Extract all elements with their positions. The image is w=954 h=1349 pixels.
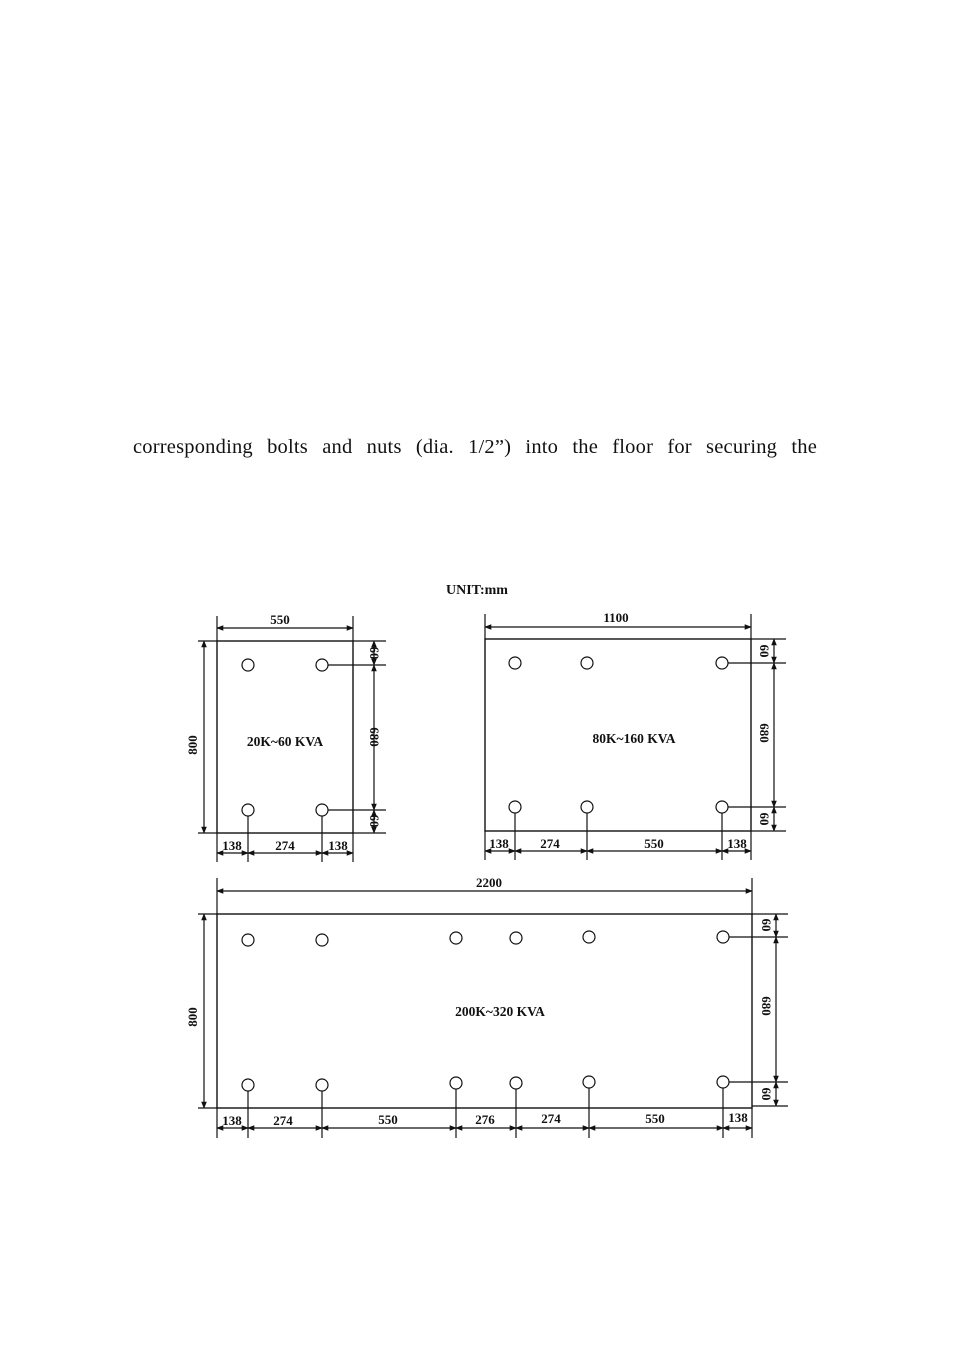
mount-hole [510,1077,522,1089]
panel-small-right-dim-top: 60 [367,646,382,660]
panel-medium-bottom-dim-1: 138 [489,836,509,851]
mount-hole [450,932,462,944]
mount-hole [716,657,728,669]
mount-hole [583,1076,595,1088]
panel-small-right-dim-mid: 680 [367,727,382,747]
panel-small-right-dim-bottom: 60 [367,814,382,828]
body-text-line: corresponding bolts and nuts (dia. 1/2”) into the floor for securing the [133,436,817,458]
panel-large-right-dim-top: 60 [759,918,774,932]
mount-hole [316,1079,328,1091]
panel-medium-bottom-dim-3: 550 [644,836,664,851]
panel-large-bottom-dim-1: 138 [222,1113,242,1128]
unit-label: UNIT:mm [446,583,508,598]
panel-medium-width-dim: 1100 [603,610,629,625]
mount-hole [581,801,593,813]
panel-medium-bottom-dim-4: 138 [727,836,747,851]
panel-medium-bottom-dim-2: 274 [540,836,560,851]
mount-hole [316,659,328,671]
panel-medium-right-dim-mid: 680 [757,723,772,743]
panel-small-bottom-dim-1: 138 [222,838,242,853]
panel-small-bottom-dim-2: 274 [275,838,295,853]
mount-hole [450,1077,462,1089]
panel-large-bottom-dim-7: 138 [728,1110,748,1125]
panel-small-width-dim: 550 [270,612,290,627]
panel-large [185,875,788,1138]
mount-hole [316,804,328,816]
mount-hole [242,659,254,671]
panel-medium-right-dim-bottom: 60 [757,812,772,826]
mount-hole [717,1076,729,1088]
mount-hole [583,931,595,943]
panel-large-bottom-dim-5: 274 [541,1111,561,1126]
panel-large-bottom-dim-4: 276 [475,1112,495,1127]
mount-hole [717,931,729,943]
panel-large-width-dim: 2200 [476,875,502,890]
mount-hole [509,657,521,669]
panel-large-bottom-dim-3: 550 [378,1112,398,1127]
mount-hole [316,934,328,946]
mount-hole [242,804,254,816]
panel-medium-right-dim-top: 60 [757,644,772,658]
panel-small-height-dim: 800 [185,735,200,755]
mount-hole [716,801,728,813]
panel-medium-label: 80K~160 KVA [592,731,676,746]
panel-large-right-dim-mid: 680 [759,996,774,1016]
mount-hole [581,657,593,669]
panel-small [185,612,386,862]
panel-small-bottom-dim-3: 138 [328,838,348,853]
panel-medium [485,610,786,860]
panel-large-bottom-dim-2: 274 [273,1113,293,1128]
mount-hole [509,801,521,813]
panel-large-label: 200K~320 KVA [455,1004,545,1019]
mount-hole [242,934,254,946]
mount-hole [510,932,522,944]
mount-hole [242,1079,254,1091]
panel-large-bottom-dim-6: 550 [645,1111,665,1126]
panel-small-label: 20K~60 KVA [246,734,324,749]
panel-large-right-dim-bottom: 60 [759,1087,774,1101]
panel-large-height-dim: 800 [185,1007,200,1027]
